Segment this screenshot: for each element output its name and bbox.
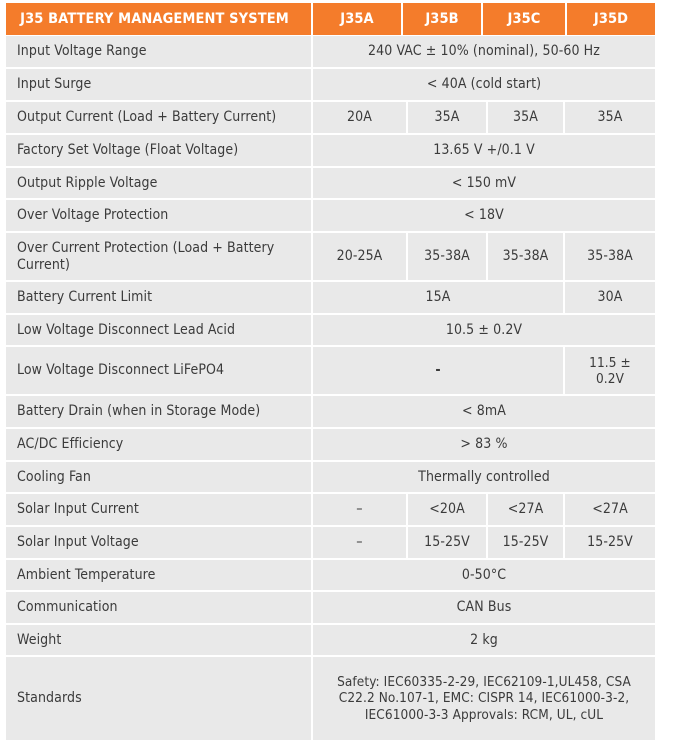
table-row <box>6 282 655 313</box>
row-value-all-models: Thermally controlled <box>313 462 655 492</box>
row-value-all-models: 13.65 V +/0.1 V <box>313 135 655 166</box>
row-value-j35d: 15-25V <box>565 527 655 558</box>
row-value-j35c: 35A <box>488 102 563 133</box>
table-row <box>6 36 655 67</box>
table-title: J35 BATTERY MANAGEMENT SYSTEM <box>6 3 311 35</box>
row-label: Standards <box>6 657 311 740</box>
row-value-j35c: <27A <box>488 494 563 525</box>
row-value-all-models: < 40A (cold start) <box>313 69 655 100</box>
row-label: Output Ripple Voltage <box>6 168 311 198</box>
row-value-j35b: 15-25V <box>408 527 486 558</box>
row-value-all-models: 10.5 ± 0.2V <box>313 315 655 345</box>
row-value-all-models: 2 kg <box>313 625 655 655</box>
column-header-j35b: J35B <box>403 3 481 35</box>
row-value-j35d: 11.5 ± 0.2V <box>565 347 655 394</box>
row-label: Solar Input Current <box>6 494 311 525</box>
row-value-j35d: <27A <box>565 494 655 525</box>
table-header-row <box>6 3 655 35</box>
row-label: Cooling Fan <box>6 462 311 492</box>
row-value-j35a-j35c: 15A <box>313 282 563 313</box>
row-value-all-models: < 18V <box>313 200 655 231</box>
row-value-all-models: 0-50°C <box>313 560 655 590</box>
column-header-j35a: J35A <box>313 3 401 35</box>
row-value-j35b: 35-38A <box>408 233 486 280</box>
column-header-j35c: J35C <box>483 3 565 35</box>
row-value-all-models: < 150 mV <box>313 168 655 198</box>
row-value-j35d: 35A <box>565 102 655 133</box>
row-value-j35d: 35-38A <box>565 233 655 280</box>
table-row <box>6 135 655 166</box>
table-row <box>6 527 655 558</box>
row-value-j35a: 20A <box>313 102 406 133</box>
row-value-all-models: CAN Bus <box>313 592 655 623</box>
row-label: Battery Current Limit <box>6 282 311 313</box>
table-row <box>6 429 655 460</box>
row-value-j35c: 15-25V <box>488 527 563 558</box>
table-row <box>6 462 655 492</box>
table-row <box>6 102 655 133</box>
table-row <box>6 396 655 427</box>
row-value-all-models: 240 VAC ± 10% (nominal), 50-60 Hz <box>313 36 655 67</box>
row-label: Low Voltage Disconnect LiFePO4 <box>6 347 311 394</box>
table-row <box>6 625 655 655</box>
table-row <box>6 168 655 198</box>
row-label: AC/DC Efficiency <box>6 429 311 460</box>
row-label: Input Surge <box>6 69 311 100</box>
row-label: Communication <box>6 592 311 623</box>
table-row <box>6 315 655 345</box>
row-label: Weight <box>6 625 311 655</box>
row-label: Output Current (Load + Battery Current) <box>6 102 311 133</box>
row-label: Input Voltage Range <box>6 36 311 67</box>
table-row <box>6 657 655 740</box>
table-row <box>6 233 655 280</box>
row-value-j35b: <20A <box>408 494 486 525</box>
table-row <box>6 69 655 100</box>
table-row <box>6 592 655 623</box>
row-value-all-models: > 83 % <box>313 429 655 460</box>
row-value-j35a-j35c: - <box>313 347 563 394</box>
column-header-j35d: J35D <box>567 3 655 35</box>
table-row <box>6 494 655 525</box>
row-value-j35a: – <box>313 527 406 558</box>
table-row <box>6 347 655 394</box>
row-value-j35d: 30A <box>565 282 655 313</box>
row-label: Low Voltage Disconnect Lead Acid <box>6 315 311 345</box>
row-value-j35a: – <box>313 494 406 525</box>
row-label: Over Current Protection (Load + Battery Current) <box>6 233 311 280</box>
table-row <box>6 200 655 231</box>
row-label: Factory Set Voltage (Float Voltage) <box>6 135 311 166</box>
row-value-all-models: Safety: IEC60335-2-29, IEC62109-1,UL458, CSA C22.2 No.107-1, EMC: CISPR 14, IEC61000-3-2, IEC61000-3-3 Approvals: RCM, UL, cUL <box>313 657 655 740</box>
row-value-all-models: < 8mA <box>313 396 655 427</box>
row-value-j35a: 20-25A <box>313 233 406 280</box>
row-label: Over Voltage Protection <box>6 200 311 231</box>
row-label: Ambient Temperature <box>6 560 311 590</box>
row-label: Solar Input Voltage <box>6 527 311 558</box>
table-row <box>6 560 655 590</box>
row-value-j35b: 35A <box>408 102 486 133</box>
row-value-j35c: 35-38A <box>488 233 563 280</box>
row-label: Battery Drain (when in Storage Mode) <box>6 396 311 427</box>
